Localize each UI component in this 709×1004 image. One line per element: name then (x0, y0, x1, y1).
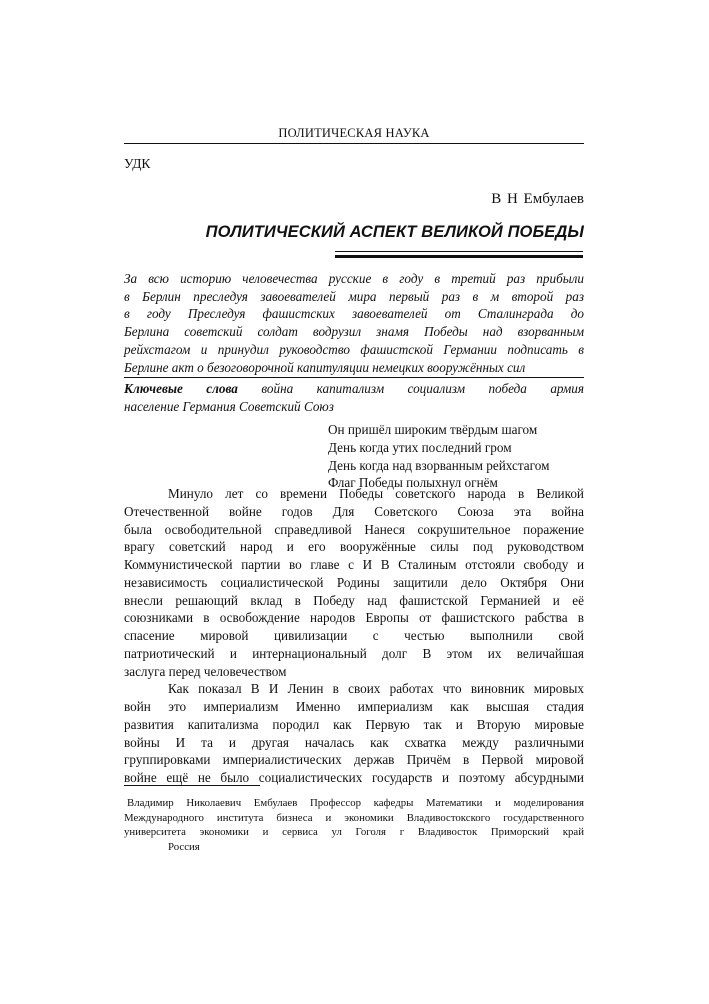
epigraph-line: Он пришёл широким твёрдым шагом (328, 422, 538, 437)
title-rule-thin (335, 251, 583, 252)
footnote-line: Владимир Николаевич Ембулаев Профессор кафедры Математики и моделирования (127, 797, 584, 809)
keywords-line (124, 380, 584, 398)
body-line: Отечественной войне годов Для Советского Союза эта война (124, 503, 584, 519)
footnote (124, 796, 584, 854)
abstract-line: За всю историю человечества русские в году в третий раз прибыли (124, 271, 584, 286)
abstract-line: Берлина советский солдат водрузил знамя Победы над взорванным (124, 324, 584, 340)
footnote-line: университета экономики и сервиса ул Гоголя г Владивосток Приморский край (124, 826, 584, 839)
body-line: была освободительной справедливой Нанеся сокрушительное поражение (124, 521, 584, 537)
footnote-line: Россия (168, 840, 200, 853)
running-head: ПОЛИТИЧЕСКАЯ НАУКА (278, 126, 430, 140)
body-line: группировками империалистических держав Причём в Первой мировой (124, 752, 584, 768)
keywords-list: война капитализм социализм победа армия (261, 381, 584, 396)
body-line: Как показал В И Ленин в своих работах что виновник мировых (168, 681, 584, 697)
body-line: заслуга перед человечеством (124, 663, 287, 679)
keywords-label: Ключевые слова (124, 381, 238, 396)
body-line: патриотический и интернациональный долг В этом их величайшая (124, 645, 584, 661)
body-line: независимость социалистической Родины защитили дело Октября Они (124, 574, 584, 590)
footnote-rule (124, 785, 260, 786)
article-title: ПОЛИТИЧЕСКИЙ АСПЕКТ ВЕЛИКОЙ ПОБЕДЫ (205, 223, 584, 241)
body-line: войн это империализм Именно империализм как высшая стадия (124, 699, 584, 714)
body-line: внесли решающий вклад в Победу над фашистской Германией и её (124, 592, 584, 608)
body-line: Коммунистической партии во главе с И В Сталиным отстояли свободу и (124, 557, 584, 572)
abstract-line: Берлине акт о безоговорочной капитуляции немецких вооружённых сил (124, 359, 526, 375)
header-rule (124, 143, 584, 144)
body-line: союзниками в освобождение народов Европы от фашистского рабства в (124, 610, 584, 626)
epigraph (328, 421, 549, 492)
author-name: В Н Ембулаев (491, 191, 584, 207)
body-line: Минуло лет со времени Победы советского народа в Великой (168, 486, 584, 501)
keywords (124, 380, 584, 415)
udk-label: УДК (124, 156, 151, 171)
body-text (124, 485, 584, 787)
epigraph-line: Флаг Победы полыхнул огнём (328, 475, 498, 491)
body-line: врагу советский народ и его вооружённые силы под руководством (124, 539, 584, 555)
keywords-line-2: население Германия Советский Союз (124, 398, 334, 414)
body-line: спасение мировой цивилизации с честью выполнили свой (124, 628, 584, 643)
abstract-line: в Берлин преследуя завоевателей мира первый раз в м второй раз (124, 288, 584, 304)
abstract-rule (124, 377, 584, 378)
abstract-line: в году Преследуя фашистских завоевателей от Сталинграда до (124, 306, 584, 322)
abstract (124, 270, 584, 376)
body-line: войны И та и другая началась как схватка между различными (124, 734, 584, 750)
title-rule-thick (335, 255, 583, 258)
epigraph-line: День когда утих последний гром (328, 439, 512, 455)
body-line: войне ещё не было социалистических государств и поэтому абсурдными (124, 770, 584, 785)
body-line: развития капитализма породил как Первую так и Вторую мировые (124, 716, 584, 732)
footnote-line: Международного института бизнеса и экономики Владивостокского государственного (124, 811, 584, 824)
epigraph-line: День когда над взорванным рейхстагом (328, 457, 550, 473)
abstract-line: рейхстагом и принудил руководство фашистской Германии подписать в (124, 341, 584, 357)
